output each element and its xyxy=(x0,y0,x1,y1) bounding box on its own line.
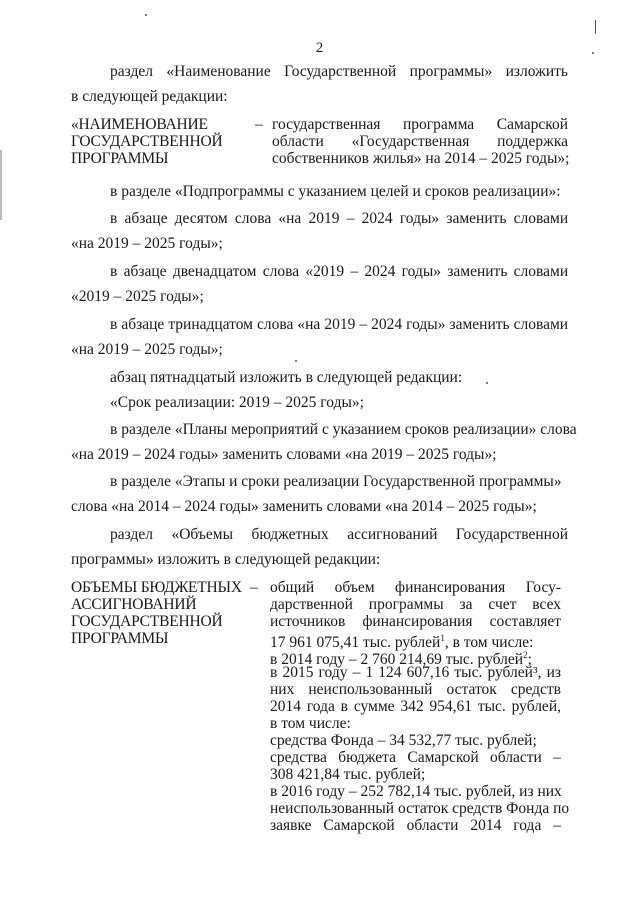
volume-dash: – xyxy=(250,579,258,596)
para-thirteenth-line2: «на 2019 – 2025 годы»; xyxy=(71,341,223,358)
scan-speck xyxy=(486,382,488,384)
volume-line: них неиспользованный остаток средств xyxy=(270,681,561,698)
scan-edge-mark xyxy=(0,150,2,220)
volume-line: источников финансирования составляет xyxy=(270,613,561,630)
volume-label-line: АССИГНОВАНИЙ xyxy=(71,596,197,613)
volume-label-line: ГОСУДАРСТВЕННОЙ xyxy=(71,613,223,630)
name-value-line3: собственников жилья» на 2014 – 2025 годы»; xyxy=(272,150,570,167)
para-plans-line1: в разделе «Планы мероприятий с указанием сроков реализации» слова xyxy=(110,421,577,438)
volume-line: в 2014 году – 2 760 214,69 тыс. рублей$^2$; xyxy=(270,650,532,669)
para-twelfth-line2: «2019 – 2025 годы»; xyxy=(71,288,204,305)
volume-line: в том числе: xyxy=(270,715,351,732)
volume-line: заявке Самарской области 2014 года – xyxy=(270,817,562,834)
para-twelfth-line1: в абзаце двенадцатом слова «2019 – 2024 годы» заменить словами xyxy=(110,263,569,280)
para-fifteenth: абзац пятнадцатый изложить в следующей редакции: xyxy=(110,369,463,386)
volume-line: 17 961 075,41 тыс. рублей$^1$, в том числе: xyxy=(270,633,534,652)
para1-line1: раздел «Наименование Государственной программы» изложить xyxy=(110,63,568,80)
volume-label-line: ОБЪЕМЫ БЮДЖЕТНЫХ xyxy=(71,579,242,596)
para-stages-line1: в разделе «Этапы и сроки реализации Государственной программы» xyxy=(110,473,562,490)
scan-speck xyxy=(595,20,596,34)
scan-speck xyxy=(145,14,147,16)
volume-line: дарственной программы за счет всех xyxy=(270,596,562,613)
para-thirteenth-line1: в абзаце тринадцатом слова «на 2019 – 2024 годы» заменить словами xyxy=(110,316,569,333)
name-label-line: «НАИМЕНОВАНИЕ xyxy=(71,116,208,133)
para-volumes-line2: программы» изложить в следующей редакции: xyxy=(71,551,381,568)
para-tenth-line1: в абзаце десятом слова «на 2019 – 2024 годы» заменить словами xyxy=(110,210,569,227)
para-volumes-line1: раздел «Объемы бюджетных ассигнований Государственной xyxy=(110,526,568,543)
name-label-line: ГОСУДАРСТВЕННОЙ xyxy=(71,133,223,150)
volume-line: неиспользованный остаток средств Фонда по xyxy=(270,800,570,817)
name-label-line: ПРОГРАММЫ xyxy=(71,150,169,167)
volume-line: средства Фонда – 34 532,77 тыс. рублей; xyxy=(270,732,537,749)
para-tenth-line2: «на 2019 – 2025 годы»; xyxy=(71,235,223,252)
name-value-line2: области «Государственная поддержка xyxy=(272,133,568,150)
name-value-line1: государственная программа Самарской xyxy=(272,116,568,133)
volume-line: 308 421,84 тыс. рублей; xyxy=(270,766,426,783)
name-dash: – xyxy=(255,116,263,133)
page-number: 2 xyxy=(315,40,324,56)
para-subprograms: в разделе «Подпрограммы с указанием целей и сроков реализации»: xyxy=(110,183,561,200)
volume-line: 2014 года в сумме 342 954,61 тыс. рублей, xyxy=(270,698,561,715)
volume-line: общий объем финансирования Госу- xyxy=(270,579,562,596)
volume-line: в 2015 году – 1 124 607,16 тыс. рублей³, из xyxy=(270,664,562,681)
scan-speck xyxy=(295,360,297,362)
para-plans-line2: «на 2019 – 2024 годы» заменить словами «на 2019 – 2025 годы»; xyxy=(71,446,497,463)
para1-line2: в следующей редакции: xyxy=(71,88,228,105)
volume-label-line: ПРОГРАММЫ xyxy=(71,630,169,647)
para-term-quote: «Срок реализации: 2019 – 2025 годы»; xyxy=(110,394,364,411)
para-stages-line2: слова «на 2014 – 2024 годы» заменить словами «на 2014 – 2025 годы»; xyxy=(71,498,537,515)
volume-line: средства бюджета Самарской области – xyxy=(270,749,561,766)
volume-line: в 2016 году – 252 782,14 тыс. рублей, из них xyxy=(270,783,562,800)
